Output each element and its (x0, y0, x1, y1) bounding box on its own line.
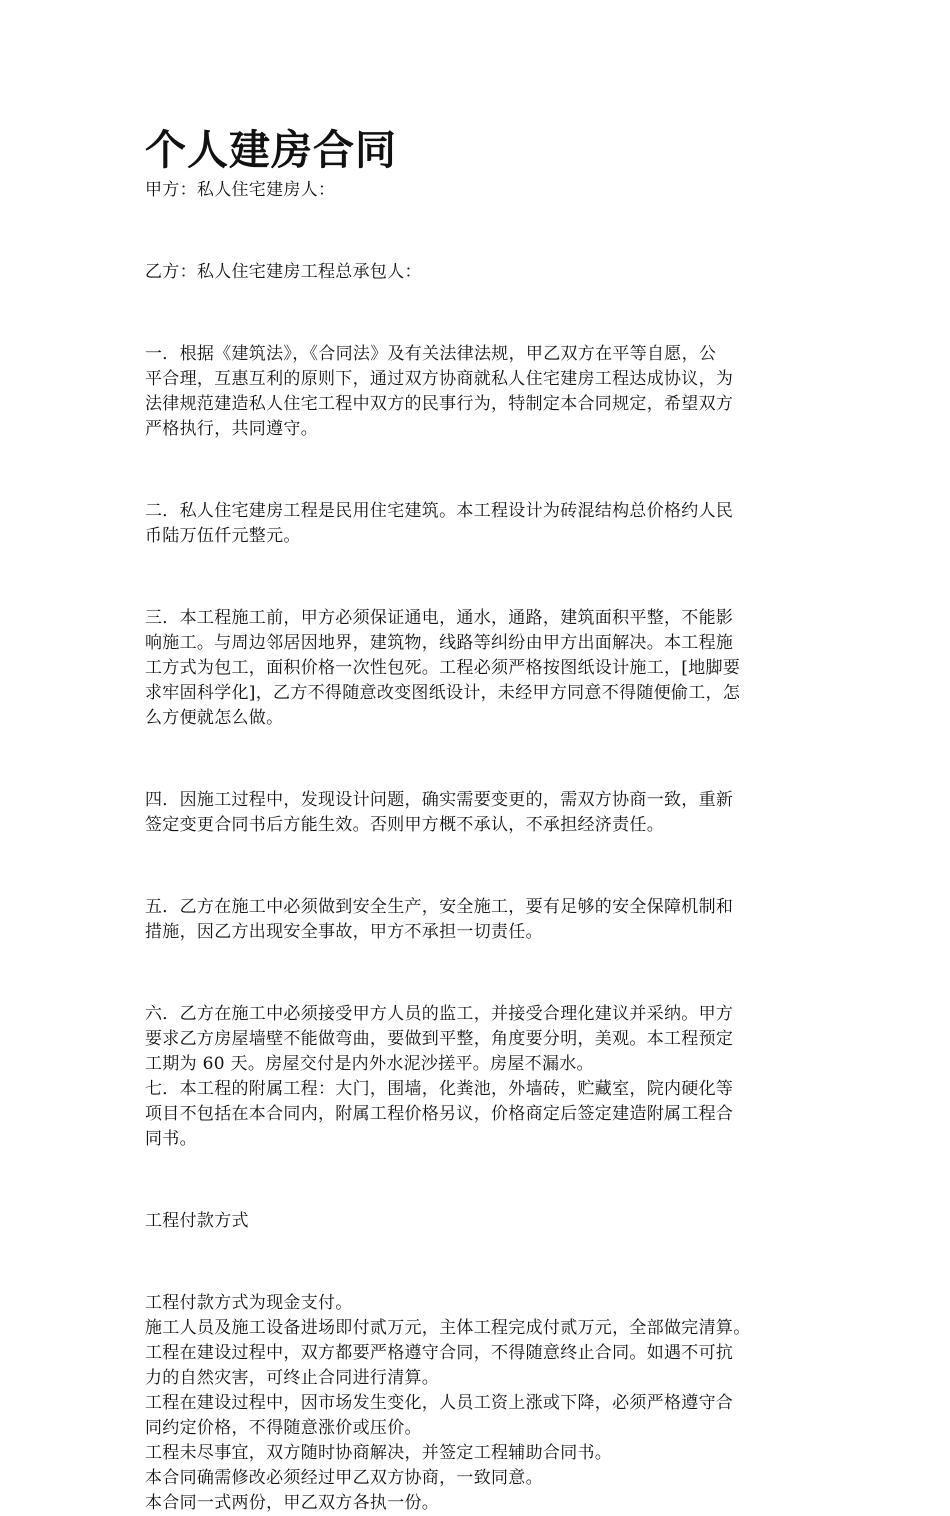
text-line: 工期为 60 天。房屋交付是内外水泥沙搓平。房屋不漏水。 (145, 1054, 594, 1074)
paragraph-gap (145, 301, 805, 326)
paragraph-gap (145, 219, 805, 244)
text-line: 四．因施工过程中，发现设计问题，确实需要变更的，需双方协商一致，重新 (145, 790, 734, 810)
text-line: 项目不包括在本合同内，附属工程价格另议，价格商定后签定建造附属工程合 (145, 1104, 734, 1124)
paragraph-gap (145, 747, 805, 772)
text-line: 签定变更合同书后方能生效。否则甲方概不承认，不承担经济责任。 (145, 815, 664, 835)
text-line: 力的自然灾害，可终止合同进行清算。 (145, 1368, 440, 1388)
text-line: 求牢固科学化]，乙方不得随意改变图纸设计，未经甲方同意不得随便偷工，怎 (145, 683, 741, 703)
text-line: 法律规范建造私人住宅工程中双方的民事行为，特制定本合同规定，希望双方 (145, 394, 734, 414)
paragraph-gap (145, 565, 805, 590)
text-line: 工方式为包工，面积价格一次性包死。工程必须严格按图纸设计施工，[地脚要 (145, 658, 741, 678)
document-page (145, 122, 805, 1516)
text-line: 乙方：私人住宅建房工程总承包人： (145, 262, 422, 282)
text-line: 币陆万伍仟元整元。 (145, 526, 301, 546)
document-body (145, 178, 805, 1516)
text-line: 甲方：私人住宅建房人： (145, 180, 336, 200)
paragraph-gap (145, 854, 805, 879)
text-line: 工程未尽事宜，双方随时协商解决，并签定工程辅助合同书。 (145, 1443, 613, 1463)
text-line: 本合同确需修改必须经过甲乙双方协商，一致同意。 (145, 1468, 543, 1488)
text-line: 工程付款方式 (145, 1211, 249, 1231)
text-line: 七．本工程的附属工程：大门，围墙，化粪池，外墙砖，贮藏室，院内硬化等 (145, 1079, 734, 1099)
text-line: 措施，因乙方出现安全事故，甲方不承担一切责任。 (145, 922, 543, 942)
text-line: 二．私人住宅建房工程是民用住宅建筑。本工程设计为砖混结构总价格约人民 (145, 501, 734, 521)
paragraph-gap (145, 961, 805, 986)
paragraph-gap (145, 1168, 805, 1193)
document-title: 个人建房合同 (145, 126, 397, 174)
text-line: 五．乙方在施工中必须做到安全生产，安全施工，要有足够的安全保障机制和 (145, 897, 734, 917)
text-line: 严格执行，共同遵守。 (145, 419, 318, 439)
text-line: 本合同一式两份，甲乙双方各执一份。 (145, 1493, 440, 1513)
text-line: 工程在建设过程中，双方都要严格遵守合同，不得随意终止合同。如遇不可抗 (145, 1343, 734, 1363)
text-line: 响施工。与周边邻居因地界，建筑物，线路等纠纷由甲方出面解决。本工程施 (145, 633, 734, 653)
text-line: 一．根据《建筑法》，《合同法》及有关法律法规，甲乙双方在平等自愿，公 (145, 344, 717, 364)
text-line: 工程在建设过程中，因市场发生变化，人员工资上涨或下降，必须严格遵守合 (145, 1393, 734, 1413)
text-line: 三．本工程施工前，甲方必须保证通电，通水，通路，建筑面积平整，不能影 (145, 608, 734, 628)
text-line: 工程付款方式为现金支付。 (145, 1293, 353, 1313)
text-line: 么方便就怎么做。 (145, 708, 284, 728)
paragraph-gap (145, 1250, 805, 1275)
text-line: 同约定价格，不得随意涨价或压价。 (145, 1418, 422, 1438)
text-line: 平合理，互惠互利的原则下，通过双方协商就私人住宅建房工程达成协议，为 (145, 369, 734, 389)
text-line: 施工人员及施工设备进场即付贰万元，主体工程完成付贰万元，全部做完清算。 (145, 1318, 751, 1338)
text-line: 六．乙方在施工中必须接受甲方人员的监工，并接受合理化建议并采纳。甲方 (145, 1004, 734, 1024)
paragraph-gap (145, 458, 805, 483)
text-line: 要求乙方房屋墙壁不能做弯曲，要做到平整，角度要分明，美观。本工程预定 (145, 1029, 734, 1049)
text-line: 同书。 (145, 1129, 197, 1149)
